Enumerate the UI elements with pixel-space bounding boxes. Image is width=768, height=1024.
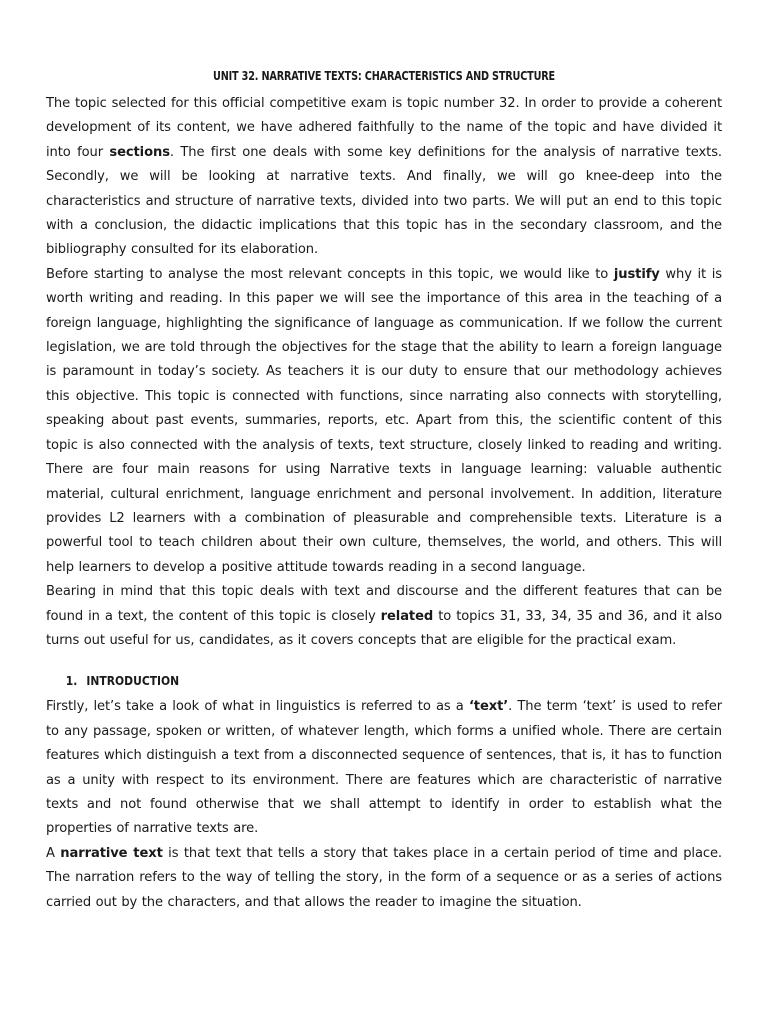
bold-term: related [380, 608, 434, 624]
intro-paragraph-1 [46, 92, 722, 263]
text-run: A [46, 845, 61, 861]
text-run: The topic selected for this official competitive exam is topic number 32. In order to provide a coherent development of its content, we have adhered faithfully to the name of the topic and have divided it into four [46, 96, 722, 160]
bold-term: narrative text [60, 845, 163, 861]
page-title: UNIT 32. NARRATIVE TEXTS: CHARACTERISTICS AND STRUCTURE [213, 68, 555, 83]
text-run: . The term ‘text’ is used to refer to any passage, spoken or written, of whatever length, which forms a unified whole. There are certain features which distinguish a text from a disconnected sequence of sentences, that is, it has to function as a unity with respect to its environment. There are features which are characteristic of narrative texts and not found otherwise that we shall attempt to identify in order to establish what the properties of narrative texts are. [46, 699, 722, 837]
text-run: . The first one deals with some key definitions for the analysis of narrative texts. Secondly, we will be looking at narrative texts. And finally, we will go knee-deep into the characteristics and structure of narrative texts, divided into two parts. We will put an end to this topic with a conclusion, the didactic implications that this topic has in the secondary classroom, and the bibliography consulted for its elaboration. [46, 144, 722, 258]
section-heading-text: INTRODUCTION [86, 673, 180, 689]
bold-term: ‘text’ [468, 699, 509, 715]
bold-term: sections [109, 144, 170, 160]
intro-body [46, 92, 722, 653]
section-1-paragraph-1 [46, 695, 722, 841]
text-run: Before starting to analyse the most relevant concepts in this topic, we would like to [46, 266, 614, 282]
text-run: Bearing in mind that this topic deals with text and discourse and the different features that can be found in a text, the content of this topic is closely [46, 584, 722, 624]
section-1-paragraph-2 [46, 842, 722, 915]
intro-paragraph-2 [46, 263, 722, 580]
section-number: 1. [65, 673, 78, 689]
bold-term: justify [613, 266, 660, 282]
section-heading-introduction [46, 673, 627, 688]
text-run: why it is worth writing and reading. In this paper we will see the importance of this area in the teaching of a foreign language, highlighting the significance of language as communication. If we follow the current legislation, we are told through the objectives for the stage that the ability to learn a foreign language is paramount in today’s society. As teachers it is our duty to ensure that our methodology achieves this objective. This topic is connected with functions, since narrating also connects with storytelling, speaking about past events, summaries, reports, etc. Apart from this, the scientific content of this topic is also connected with the analysis of texts, text structure, closely linked to reading and writing. There are four main reasons for using Narrative texts in language learning: valuable authentic material, cultural enrichment, language enrichment and personal involvement. In addition, literature provides L2 learners with a combination of pleasurable and comprehensible texts. Literature is a powerful tool to teach children about their own culture, themselves, the world, and others. This will help learners to develop a positive attitude towards reading in a second language. [46, 266, 722, 575]
intro-paragraph-3 [46, 580, 722, 653]
text-run: is that text that tells a story that takes place in a certain period of time and place. The narration refers to the way of telling the story, in the form of a sequence or as a series of actions carried out by the characters, and that allows the reader to imagine the situation. [46, 845, 722, 910]
text-run: Firstly, let’s take a look of what in linguistics is referred to as a [46, 699, 469, 715]
text-run: to topics 31, 33, 34, 35 and 36, and it also turns out useful for us, candidates, as it covers concepts that are eligible for the practical exam. [46, 608, 722, 648]
section-1-body [46, 695, 722, 915]
